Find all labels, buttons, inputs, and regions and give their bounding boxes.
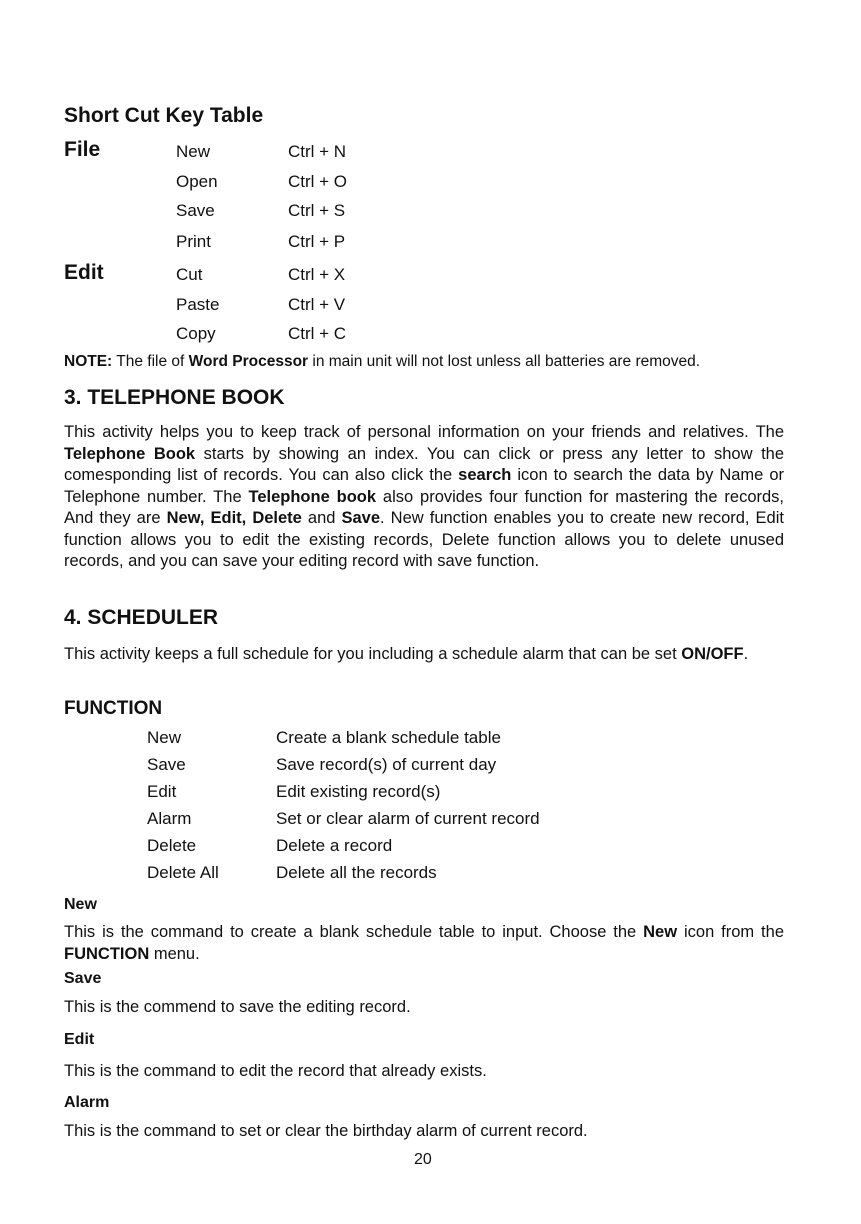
function-name: Edit — [147, 782, 177, 801]
section-heading-scheduler: 4. SCHEDULER — [64, 606, 219, 629]
function-desc: Delete a record — [276, 836, 393, 855]
shortcut-key: Ctrl + V — [288, 295, 346, 314]
shortcut-table-title: Short Cut Key Table — [64, 104, 264, 127]
shortcut-key: Ctrl + N — [288, 142, 347, 161]
para-bold: ON/OFF — [681, 645, 744, 663]
telephone-paragraph — [64, 422, 784, 573]
para-bold: Telephone book — [248, 487, 377, 506]
section-heading-telephone: 3. TELEPHONE BOOK — [64, 386, 285, 409]
shortcut-cmd: Cut — [176, 265, 203, 284]
shortcut-key: Ctrl + C — [288, 324, 347, 343]
detail-text-save: This is the commend to save the editing record. — [64, 998, 411, 1016]
shortcut-cmd: Print — [176, 232, 211, 251]
group-label-edit: Edit — [64, 261, 104, 284]
para-text: also provides four function for mastering the records, And they are — [64, 487, 784, 527]
shortcut-cmd: Paste — [176, 295, 220, 314]
shortcut-key: Ctrl + X — [288, 265, 346, 284]
note-text: The file of — [112, 353, 189, 370]
shortcut-key: Ctrl + S — [288, 201, 346, 220]
note-bold: Word Processor — [188, 353, 309, 370]
shortcut-key: Ctrl + P — [288, 232, 346, 251]
para-text: . New function enables you to create new record, Edit function allows you to edit the existing records, Delete function allows you to delete unused records, and you can save your editing record with save function. — [64, 509, 784, 570]
function-desc: Edit existing record(s) — [276, 782, 441, 801]
detail-text-new — [64, 922, 784, 965]
para-text: and — [301, 509, 342, 527]
para-bold: Telephone Book — [64, 444, 196, 463]
para-bold: search — [458, 466, 512, 484]
detail-title-alarm: Alarm — [64, 1094, 110, 1111]
note-text: in main unit will not lost unless all batteries are removed. — [308, 353, 701, 370]
para-bold: New — [643, 923, 678, 941]
para-text: This is the command to create a blank schedule table to input. Choose the — [64, 923, 644, 941]
shortcut-key: Ctrl + O — [288, 172, 348, 191]
note-label: NOTE: — [64, 353, 113, 370]
para-bold: New, Edit, Delete — [166, 509, 302, 527]
detail-text-edit: This is the command to edit the record that already exists. — [64, 1062, 487, 1080]
function-heading: FUNCTION — [64, 698, 163, 719]
shortcut-cmd: Save — [176, 201, 215, 220]
shortcut-cmd: Open — [176, 172, 218, 191]
para-text: . — [743, 645, 749, 663]
function-desc: Delete all the records — [276, 863, 437, 882]
scheduler-paragraph — [64, 644, 784, 666]
para-text: This activity keeps a full schedule for you including a schedule alarm that can be set — [64, 645, 682, 663]
detail-title-save: Save — [64, 970, 102, 987]
para-text: icon to search the data by Name or Telephone number. The — [64, 466, 785, 506]
para-text: starts by showing an index. You can click or press any letter to show the comesponding list of records. You can also click the — [64, 444, 785, 484]
para-text: icon from the — [677, 923, 784, 941]
function-name: Delete — [147, 836, 197, 855]
function-name: Save — [147, 755, 186, 774]
function-desc: Set or clear alarm of current record — [276, 809, 540, 828]
function-desc: Create a blank schedule table — [276, 728, 501, 747]
function-name: Delete All — [147, 863, 219, 882]
para-bold: FUNCTION — [64, 944, 150, 963]
detail-title-new: New — [64, 896, 97, 913]
page-number: 20 — [414, 1151, 432, 1168]
function-name: Alarm — [147, 809, 192, 828]
function-desc: Save record(s) of current day — [276, 755, 497, 774]
detail-title-edit: Edit — [64, 1031, 95, 1048]
group-label-file: File — [64, 138, 101, 161]
shortcut-cmd: Copy — [176, 324, 216, 343]
note-line — [64, 353, 794, 371]
para-text: This activity helps you to keep track of personal information on your friends and relatives. The — [64, 423, 784, 441]
detail-text-alarm: This is the command to set or clear the birthday alarm of current record. — [64, 1122, 588, 1140]
shortcut-cmd: New — [176, 142, 211, 161]
para-bold: Save — [341, 509, 381, 527]
para-text: menu. — [149, 944, 200, 963]
function-name: New — [147, 728, 182, 747]
